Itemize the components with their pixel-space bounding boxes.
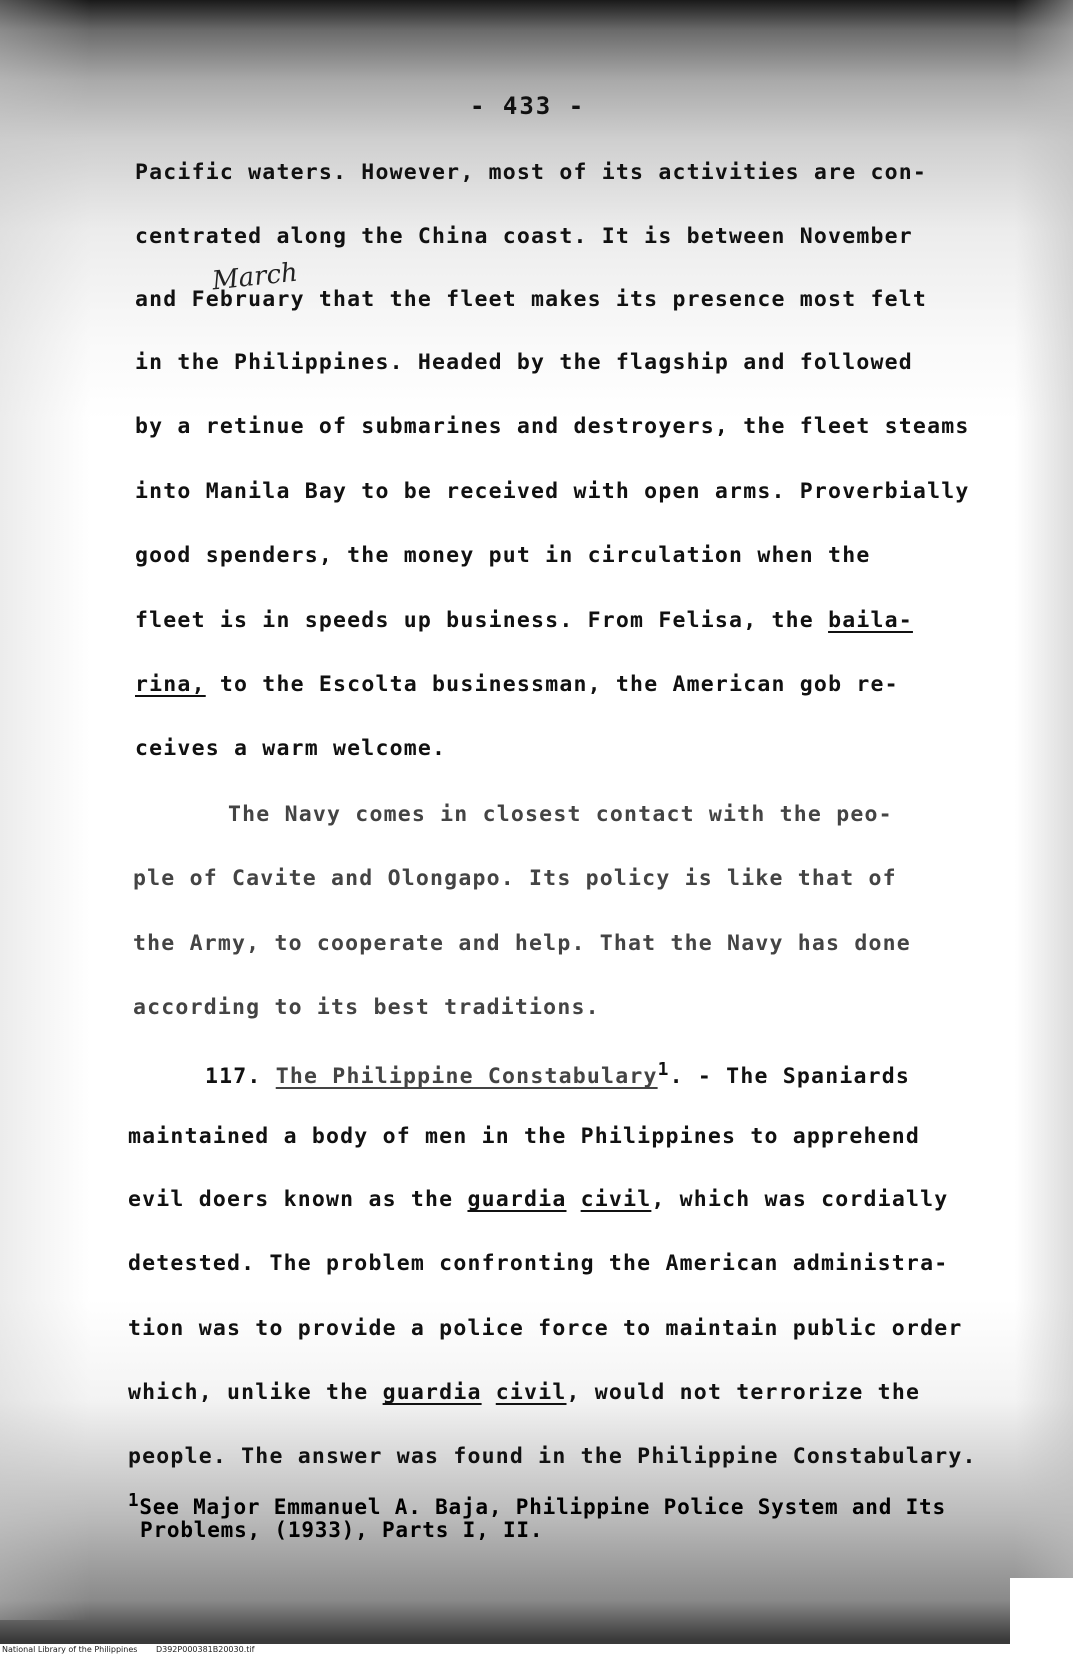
body-line-17 [128, 1187, 948, 1212]
section-number: 117. [205, 1064, 276, 1090]
underlined-word-bailarina-part1: baila- [828, 608, 913, 633]
space [566, 1187, 580, 1212]
body-line-5: by a retinue of submarines and destroyers, the fleet steams [135, 414, 970, 439]
body-line-18: detested. The problem confronting the American administra- [128, 1251, 949, 1276]
footnote-line-1 [128, 1491, 946, 1519]
footnote-marker: 1 [128, 1491, 140, 1511]
footnote-line-2: Problems, (1933), Parts I, II. [140, 1518, 544, 1542]
body-line-12: ple of Cavite and Olongapo. Its policy is like that of [133, 866, 897, 891]
underlined-term-civil-2: civil [495, 1380, 567, 1405]
body-line-20-text-b: , would not terrorize the [566, 1380, 921, 1405]
page-number: - 433 - [470, 92, 586, 120]
body-line-9-text: to the Escolta businessman, the American gob re- [205, 672, 899, 697]
body-line-21: people. The answer was found in the Philippine Constabulary. [128, 1444, 977, 1469]
section-title: The Philippine Constabulary [275, 1064, 658, 1090]
body-line-10: ceives a warm welcome. [135, 736, 447, 761]
underlined-word-bailarina-part2: rina, [135, 672, 206, 697]
body-line-2: centrated along the China coast. It is between November [135, 224, 913, 249]
body-line-20-text-a: which, unlike the [128, 1380, 383, 1405]
body-line-8-text: fleet is in speeds up business. From Felisa, the [135, 608, 829, 633]
body-line-20 [128, 1380, 920, 1405]
scan-corner [1010, 1578, 1073, 1648]
scan-shadow-left [0, 0, 90, 1620]
body-line-11: The Navy comes in closest contact with the peo- [228, 802, 893, 827]
body-line-9 [135, 672, 899, 697]
section-heading-text: . - The Spaniards [669, 1064, 911, 1090]
body-line-3: and February that the fleet makes its presence most felt [135, 287, 928, 312]
body-line-17-text-a: evil doers known as the [128, 1187, 468, 1212]
footnote-text-1: See Major Emmanuel A. Baja, Philippine Police System and Its [139, 1495, 946, 1519]
body-line-19: tion was to provide a police force to maintain public order [128, 1316, 963, 1341]
handwritten-annotation: March [210, 257, 300, 297]
body-line-4: in the Philippines. Headed by the flagship and followed [135, 350, 913, 375]
body-line-16: maintained a body of men in the Philippines to apprehend [128, 1124, 921, 1149]
body-line-1: Pacific waters. However, most of its activities are con- [135, 160, 928, 185]
footnote-reference: 1 [657, 1059, 670, 1080]
body-line-6: into Manila Bay to be received with open arms. Proverbially [135, 479, 970, 504]
body-line-13: the Army, to cooperate and help. That the Navy has done [133, 931, 911, 956]
underlined-term-civil: civil [580, 1187, 652, 1212]
body-line-14: according to its best traditions. [133, 995, 600, 1020]
underlined-term-guardia: guardia [467, 1187, 567, 1212]
space [482, 1380, 496, 1405]
body-line-17-text-b: , which was cordially [651, 1187, 949, 1212]
body-line-8 [135, 608, 913, 633]
footer-library: National Library of the Philippines [2, 1645, 138, 1654]
footer-filename: D392P000381B20030.tif [155, 1645, 255, 1654]
underlined-term-guardia-2: guardia [382, 1380, 482, 1405]
section-heading-117 [205, 1059, 910, 1089]
body-line-7: good spenders, the money put in circulation when the [135, 543, 871, 568]
scan-footer [2, 1645, 270, 1654]
scan-shadow-right [1015, 0, 1073, 1600]
